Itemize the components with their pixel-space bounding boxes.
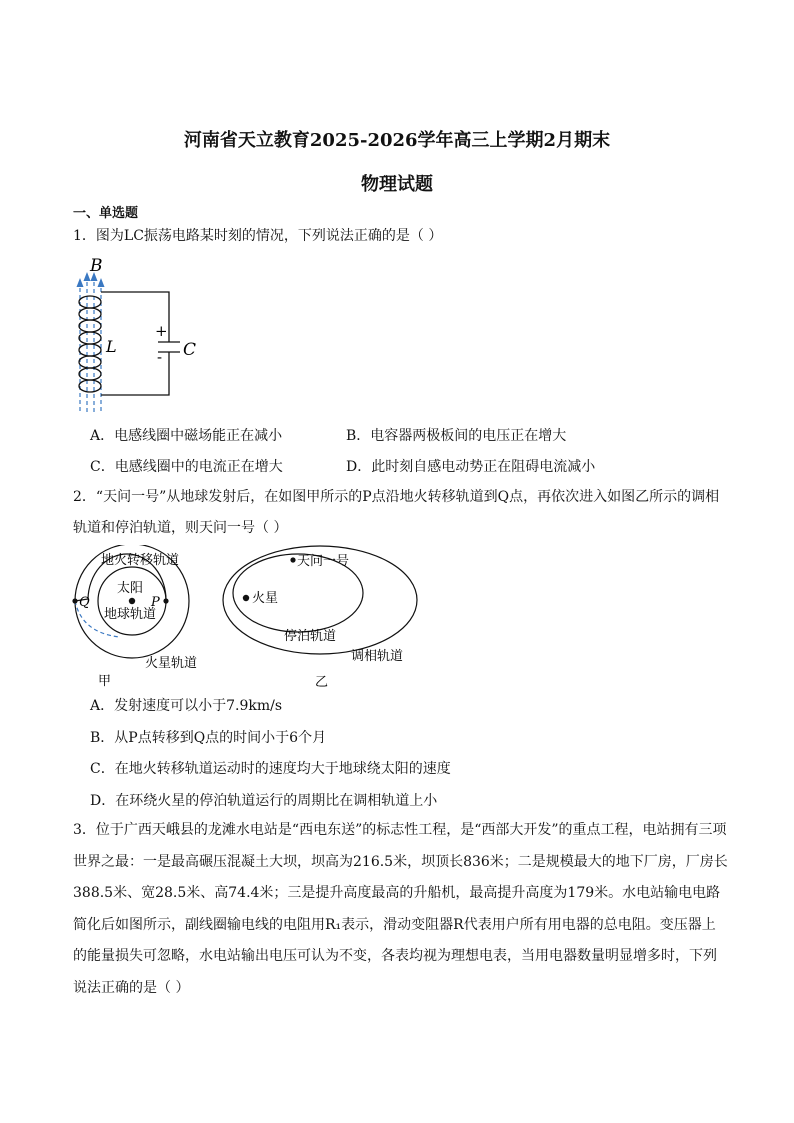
q2-option-c: C．在地火转移轨道运动时的速度均大于地球绕太阳的速度 (90, 761, 451, 777)
q1-option-b: B．电容器两极板间的电压正在增大 (346, 428, 567, 444)
q3-line-3: 388.5米、宽28.5米、高74.4米；三是提升高度最高的升船机，最高提升高度为179米。水电站输电电路 (73, 885, 721, 901)
label-sun: 太阳 (117, 581, 144, 596)
label-yi: 乙 (315, 675, 329, 690)
label-mars: 火星 (252, 591, 279, 606)
label-B: B (90, 256, 103, 276)
q1-lc-circuit-figure (62, 252, 212, 417)
label-L: L (106, 337, 117, 356)
q3-line-6: 说法正确的是（ ） (73, 979, 190, 996)
q2-figure-yi (210, 545, 420, 693)
label-q: Q (79, 595, 90, 610)
exam-title: 河南省天立教育2025-2026学年高三上学期2月期末 (183, 130, 611, 151)
q3-stem (73, 815, 733, 1004)
probe-dot (290, 557, 295, 562)
q2-option-a: A．发射速度可以小于7.9km/s (90, 698, 283, 714)
exam-subtitle: 物理试题 (361, 174, 433, 195)
q3-line-4: 简化后如图所示，副线圈输电线的电阻用R₁表示，滑动变阻器R代表用户所有用电器的总电阻。变压器上 (73, 916, 716, 933)
label-jia: 甲 (98, 674, 112, 689)
q1-option-a: A．电感线圈中磁场能正在减小 (90, 428, 283, 444)
sun-dot (129, 598, 135, 604)
q1-stem: 1．图为LC振荡电路某时刻的情况，下列说法正确的是（ ） (73, 228, 443, 244)
q3-line-5: 的能量损失可忽略，水电站输出电压可认为不变，各表均视为理想电表，当用电器数量明显增多时，下列 (73, 948, 717, 964)
section-heading: 一、单选题 (73, 206, 139, 221)
q1-option-c: C．电感线圈中的电流正在增大 (90, 459, 283, 475)
q2-stem-line1: 2．“天问一号”从地球发射后，在如图甲所示的P点沿地火转移轨道到Q点，再依次进入如图乙所示的调相 (73, 489, 720, 505)
q2-option-b: B．从P点转移到Q点的时间小于6个月 (90, 730, 327, 746)
label-parking-orbit: 停泊轨道 (284, 629, 337, 644)
label-probe: 天问一号 (297, 554, 350, 569)
label-earth-orbit: 地球轨道 (104, 607, 157, 622)
point-p-dot (163, 598, 168, 603)
q2-figure-jia (68, 545, 203, 693)
coil-inductor (79, 296, 101, 392)
point-q-dot (72, 598, 77, 603)
label-transfer-orbit: 地火转移轨道 (101, 553, 180, 568)
q2-option-d: D．在环绕火星的停泊轨道运行的周期比在调相轨道上小 (90, 793, 438, 809)
label-C: C (183, 340, 197, 360)
label-mars-orbit: 火星轨道 (145, 656, 198, 671)
q3-line-1: 3．位于广西天峨县的龙滩水电站是“西电东送”的标志性工程，是“西部大开发”的重点工程，电站拥有三项 (73, 822, 727, 838)
label-p: P (151, 595, 160, 610)
q3-line-2: 世界之最：一是最高碾压混凝土大坝，坝高为216.5米，坝顶长836米；二是规模最大的地下厂房，厂房长 (73, 853, 728, 870)
q1-option-d: D．此时刻自感电动势正在阻碍电流减小 (346, 459, 596, 475)
label-plus: + (155, 322, 168, 340)
label-phasing-orbit: 调相轨道 (351, 649, 404, 664)
mars-dot (243, 595, 249, 601)
label-minus: - (157, 348, 163, 366)
q2-stem-line2: 轨道和停泊轨道，则天问一号（ ） (73, 520, 288, 536)
